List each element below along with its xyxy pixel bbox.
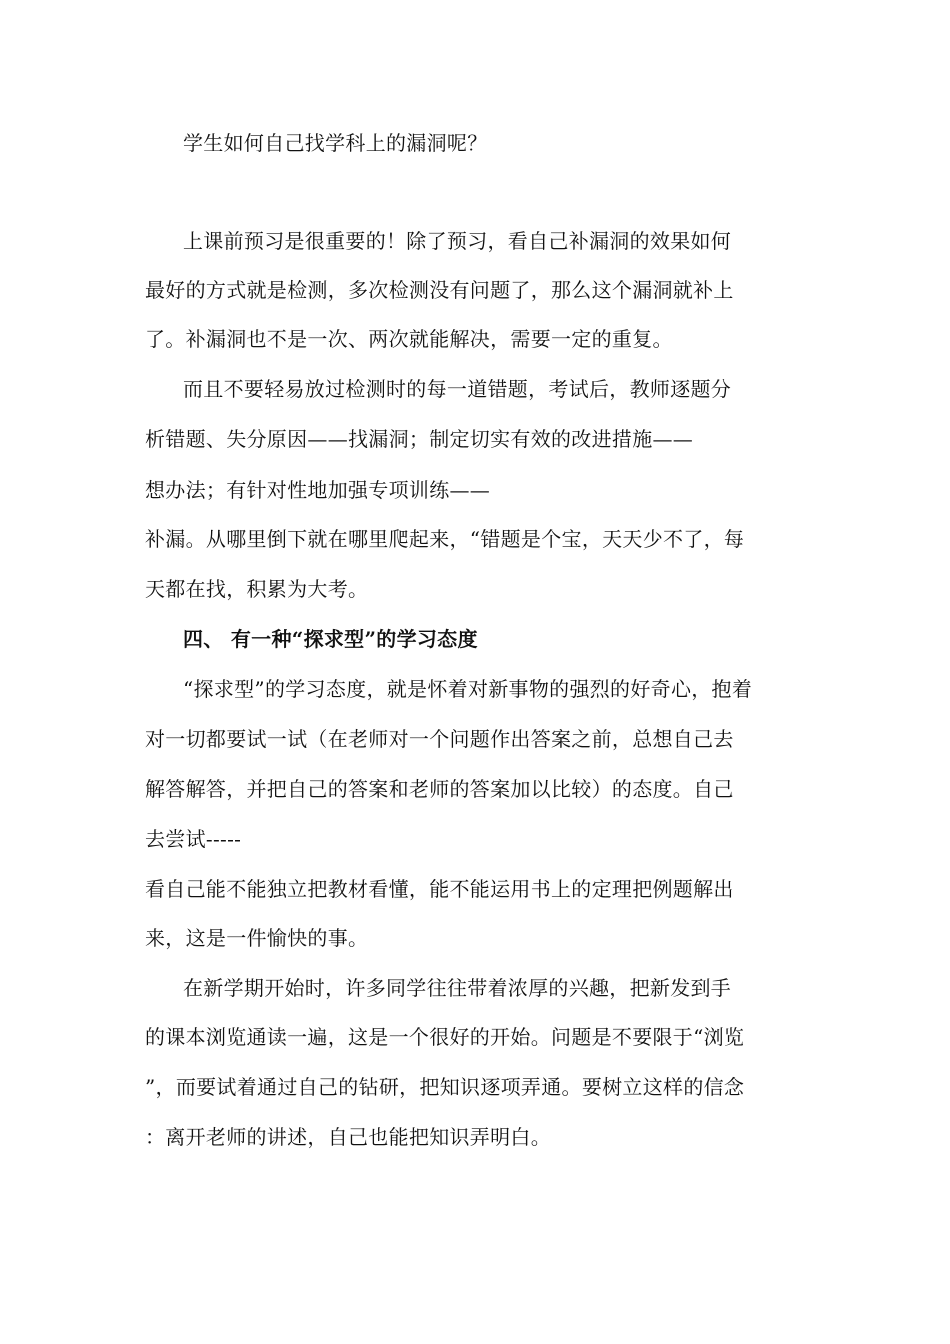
paragraph-line: ：离开老师的讲述，自己也能把知识弄明白。	[145, 1125, 551, 1149]
paragraph-line: 的课本浏览通读一遍，这是一个很好的开始。问题是不要限于“浏览	[145, 1025, 745, 1049]
paragraph-line: 天都在找，积累为大考。	[145, 577, 369, 601]
paragraph-line: 在新学期开始时，许多同学往往带着浓厚的兴趣，把新发到手	[183, 976, 732, 1000]
paragraph-line: “探求型”的学习态度，就是怀着对新事物的强烈的好奇心，抱着	[183, 677, 753, 701]
paragraph-line: 补漏。从哪里倒下就在哪里爬起来，“错题是个宝，天天少不了，每	[145, 527, 745, 551]
paragraph-line: 来，这是一件愉快的事。	[145, 926, 369, 950]
paragraph-line: 析错题、失分原因——找漏洞；制定切实有效的改进措施——	[145, 427, 694, 451]
paragraph-line: 最好的方式就是检测，多次检测没有问题了，那么这个漏洞就补上	[145, 278, 734, 302]
paragraph-line: 了。补漏洞也不是一次、两次就能解决，需要一定的重复。	[145, 327, 673, 351]
paragraph-line: 而且不要轻易放过检测时的每一道错题，考试后，教师逐题分	[183, 377, 732, 401]
paragraph-line: 上课前预习是很重要的！除了预习，看自己补漏洞的效果如何	[183, 229, 732, 253]
intro-question: 学生如何自己找学科上的漏洞呢？	[183, 131, 488, 155]
paragraph-line: 想办法；有针对性地加强专项训练——	[145, 478, 491, 502]
paragraph-line: 看自己能不能独立把教材看懂，能不能运用书上的定理把例题解出	[145, 877, 734, 901]
paragraph-line: ”，而要试着通过自己的钻研，把知识逐项弄通。要树立这样的信念	[145, 1075, 745, 1099]
section-heading: 四、 有一种“探求型”的学习态度	[183, 627, 478, 651]
paragraph-line: 解答解答，并把自己的答案和老师的答案加以比较）的态度。自己	[145, 777, 734, 801]
paragraph-line: 去尝试-----	[145, 827, 242, 851]
paragraph-line: 对一切都要试一试（在老师对一个问题作出答案之前，总想自己去	[145, 727, 734, 751]
